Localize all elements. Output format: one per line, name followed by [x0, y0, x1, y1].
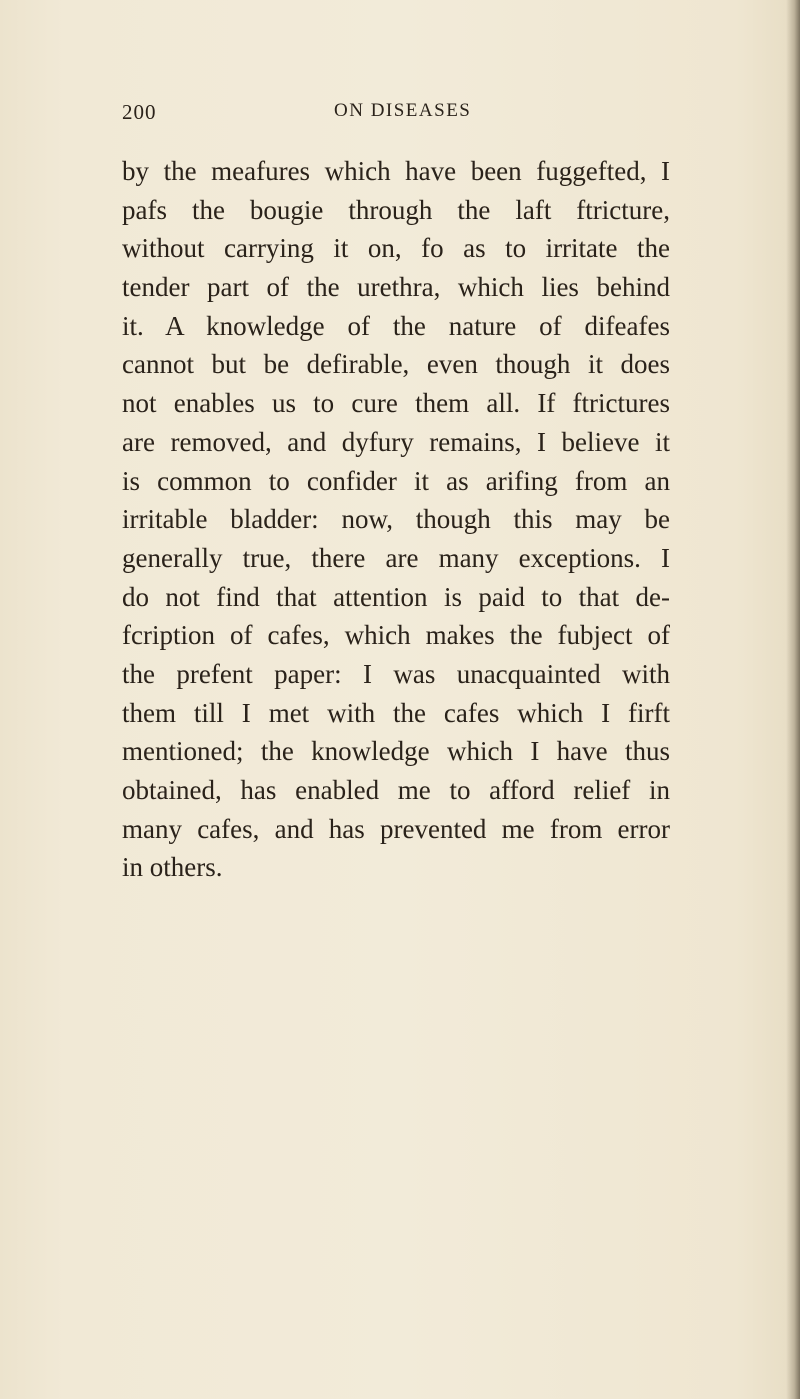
text-line: not enables us to cure them all. If ftrictures [122, 388, 670, 419]
text-line: mentioned; the knowledge which I have thus [122, 736, 670, 767]
text-line: fcription of cafes, which makes the fubject of [122, 620, 670, 651]
text-line: irritable bladder: now, though this may be [122, 504, 670, 535]
running-head-title: ON DISEASES [334, 100, 472, 121]
text-line: by the meafures which have been fuggefted, I [122, 156, 670, 186]
text-line: are removed, and dyfury remains, I believe it [122, 426, 670, 457]
text-line: generally true, there are many exceptions. I [122, 542, 670, 573]
text-line: obtained, has enabled me to afford relief in [122, 775, 670, 805]
text-line: pafs the bougie through the laft ftricture, [122, 194, 670, 225]
text-line: cannot but be defirable, even though it does [122, 349, 670, 380]
text-line: is common to confider it as arifing from an [122, 465, 670, 496]
page-number: 200 [122, 100, 157, 124]
page-edge-shadow [786, 0, 800, 1399]
text-line: them till I met with the cafes which I firft [122, 697, 670, 728]
text-line: without carrying it on, fo as to irritate the [122, 233, 670, 264]
text-line: the prefent paper: I was unacquainted with [122, 658, 670, 689]
running-head [122, 100, 502, 130]
body-text [122, 152, 670, 887]
text-line: do not find that attention is paid to that de- [122, 581, 670, 612]
text-line: tender part of the urethra, which lies behind [122, 272, 670, 303]
text-line: in others. [122, 852, 223, 883]
text-line: many cafes, and has prevented me from error [122, 813, 670, 844]
text-line: it. A knowledge of the nature of difeafes [122, 310, 670, 341]
